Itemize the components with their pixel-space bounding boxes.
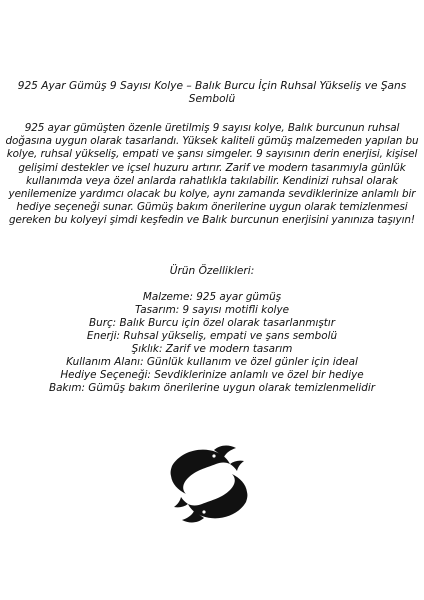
feature-item: Enerji: Ruhsal yükseliş, empati ve şans sembolü [86,330,338,342]
product-title: 925 Ayar Gümüş 9 Sayısı Kolye – Balık Burcu İçin Ruhsal Yükseliş ve Şans Sembolü [17,80,407,105]
features-heading: Ürün Özellikleri: [169,265,255,277]
feature-item: Bakım: Gümüş bakım önerilerine uygun olarak temizlenmelidir [48,382,376,394]
feature-item: Malzeme: 925 ayar gümüş [142,291,282,303]
feature-item: Kullanım Alanı: Günlük kullanım ve özel günler için ideal [66,356,358,368]
pisces-fish-icon [166,444,252,524]
feature-item: Tasarım: 9 sayısı motifli kolye [135,304,289,316]
feature-item: Şıklık: Zarif ve modern tasarım [131,343,293,355]
feature-item: Burç: Balık Burcu için özel olarak tasarlanmıştır [88,317,335,329]
features-list [0,291,424,395]
feature-item: Hediye Seçeneği: Sevdiklerinize anlamlı ve özel bir hediye [60,369,364,381]
product-description: 925 ayar gümüşten özenle üretilmiş 9 sayısı kolye, Balık burcunun ruhsal doğasına uygun olarak tasarlandı. Yüksek kaliteli gümüş malzemeden yapılan bu kolye, ruhsal yükseliş, empati ve şansı simgeler. 9 sayısının derin enerjisi, kişisel gelişimi destekler ve içsel huzuru artırır. Zarif ve modern tasarımıyla günlük kullanımda veya özel anlarda rahatlıkla takılabilir. Kendinizi ruhsal olarak yenilemenize yardımcı olacak bu kolye, aynı zamanda sevdiklerinize anlamlı bir hediye seçeneği sunar. Gümüş bakım önerilerine uygun olarak temizlenmesi gereken bu kolyeyi şimdi keşfedin ve Balık burcunun enerjisini yanınıza taşıyın! [5,122,419,227]
